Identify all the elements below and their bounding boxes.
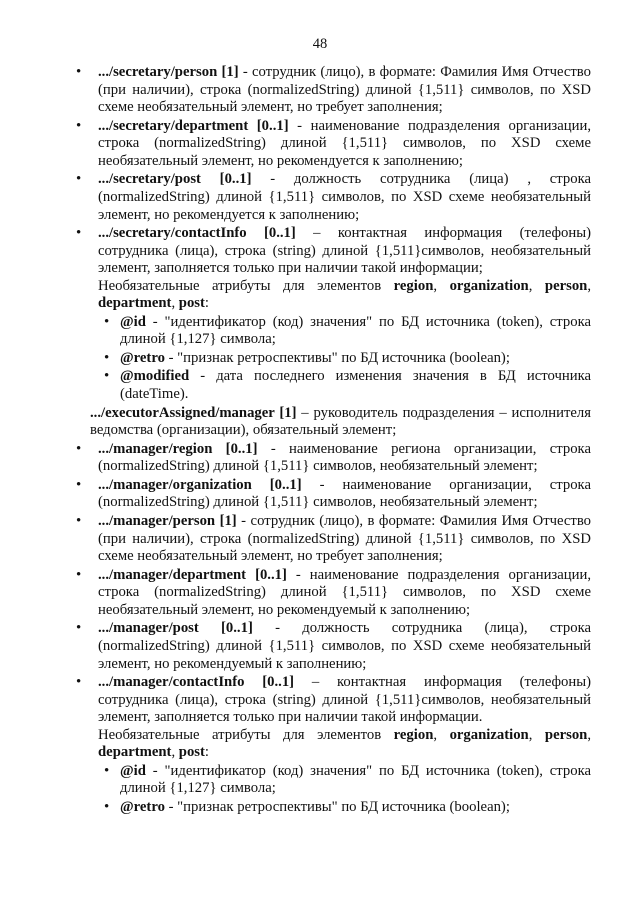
attribute-item-retro: • @retro - "признак ретроспективы" по БД источника (boolean); xyxy=(98,350,591,368)
list-item-manager-region xyxy=(90,441,591,476)
list-item-manager-person xyxy=(90,513,591,566)
field-key: .../secretary/post [0..1] xyxy=(98,171,252,188)
field-description: - сотрудник (лицо), в формате: Фамилия Имя Отчество (при наличии), строка (normalizedString) длиной {1,511} символов, по XSD схеме необязательный элемент, но требует заполнения; xyxy=(98,512,591,565)
attribute-list xyxy=(98,763,591,817)
field-description: – контактная информация (телефоны) сотрудника (лица), строка (string) длиной {1,511}символов, необязательный элемент, заполняется только при наличии такой информации. xyxy=(98,673,592,726)
list-item-manager-contactinfo xyxy=(90,674,591,817)
list-item-secretary-person xyxy=(90,64,591,117)
field-description: – руководитель подразделения – исполнителя ведомства (организации), обязательный элемент; xyxy=(90,404,591,439)
field-description: - наименование организации, строка (normalizedString) длиной {1,511} символов, необязательный элемент; xyxy=(98,476,591,511)
field-description: - наименование региона организации, строка (normalizedString) длиной {1,511} символов, необязательный элемент; xyxy=(98,440,591,475)
document-body xyxy=(90,64,591,817)
field-description: - должность сотрудника (лица) , строка (normalizedString) длиной {1,511} символов, по XSD схеме необязательный элемент, но рекомендуется к заполнению; xyxy=(98,171,591,223)
field-key: .../secretary/department [0..1] xyxy=(98,117,289,134)
attribute-item-id: • @id - "идентификатор (код) значения" по БД источника (token), строка длиной {1,127} символа; xyxy=(98,314,591,349)
field-key: .../manager/organization [0..1] xyxy=(98,476,302,493)
field-key: .../manager/contactInfo [0..1] xyxy=(98,673,295,690)
field-key: .../manager/department [0..1] xyxy=(98,566,287,583)
list-item-secretary-post xyxy=(90,171,591,224)
field-description: – контактная информация (телефоны) сотрудника (лица), строка (string) длиной {1,511}символов, необязательный элемент, заполняется только при наличии такой информации; xyxy=(98,225,591,277)
secretary-field-list xyxy=(90,64,591,404)
list-item-manager-post xyxy=(90,620,591,673)
field-description: - наименование подразделения организации, строка (normalizedString) длиной {1,511} символов, по XSD схеме необязательный элемент, но рекомендуемый к заполнению; xyxy=(98,566,592,618)
field-key: .../secretary/person [1] xyxy=(98,64,239,80)
optional-attributes-note: Необязательные атрибуты для элементов region, organization, person, department, post: xyxy=(98,726,592,761)
attribute-item-id: • @id - "идентификатор (код) значения" по БД источника (token), строка длиной {1,127} символа; xyxy=(98,763,591,798)
attribute-item-retro: • @retro - "признак ретроспективы" по БД источника (boolean); xyxy=(98,799,591,817)
list-item-manager-department xyxy=(90,567,591,620)
field-key: .../secretary/contactInfo [0..1] xyxy=(98,225,296,242)
page-number: 48 xyxy=(312,36,328,52)
list-item-manager-organization xyxy=(90,477,591,512)
attribute-item-modified: • @modified - дата последнего изменения значения в БД источника (dateTime). xyxy=(98,368,591,403)
attribute-list xyxy=(98,314,591,404)
field-key: .../manager/region [0..1] xyxy=(98,440,258,457)
list-item-secretary-contactinfo xyxy=(90,225,591,404)
field-key: .../executorAssigned/manager [1] xyxy=(90,404,297,421)
field-description: - наименование подразделения организации, строка (normalizedString) длиной {1,511} символов, по XSD схеме необязательный элемент, но рекомендуется к заполнению; xyxy=(98,117,591,169)
field-key: .../manager/person [1] xyxy=(98,512,237,529)
manager-intro-paragraph xyxy=(90,405,591,440)
optional-attributes-note: Необязательные атрибуты для элементов region, organization, person, department, post: xyxy=(98,277,592,312)
field-key: .../manager/post [0..1] xyxy=(98,620,253,637)
field-description: - должность сотрудника (лица), строка (normalizedString) длиной {1,511} символов, по XSD схеме необязательный элемент, но рекомендуемый к заполнению; xyxy=(98,620,591,672)
manager-field-list xyxy=(90,441,591,817)
list-item-secretary-department xyxy=(90,118,591,171)
field-description: - сотрудник (лицо), в формате: Фамилия Имя Отчество (при наличии), строка (normalizedString) длиной {1,511} символов, по XSD схеме необязательный элемент, но требует заполнения; xyxy=(98,64,591,116)
